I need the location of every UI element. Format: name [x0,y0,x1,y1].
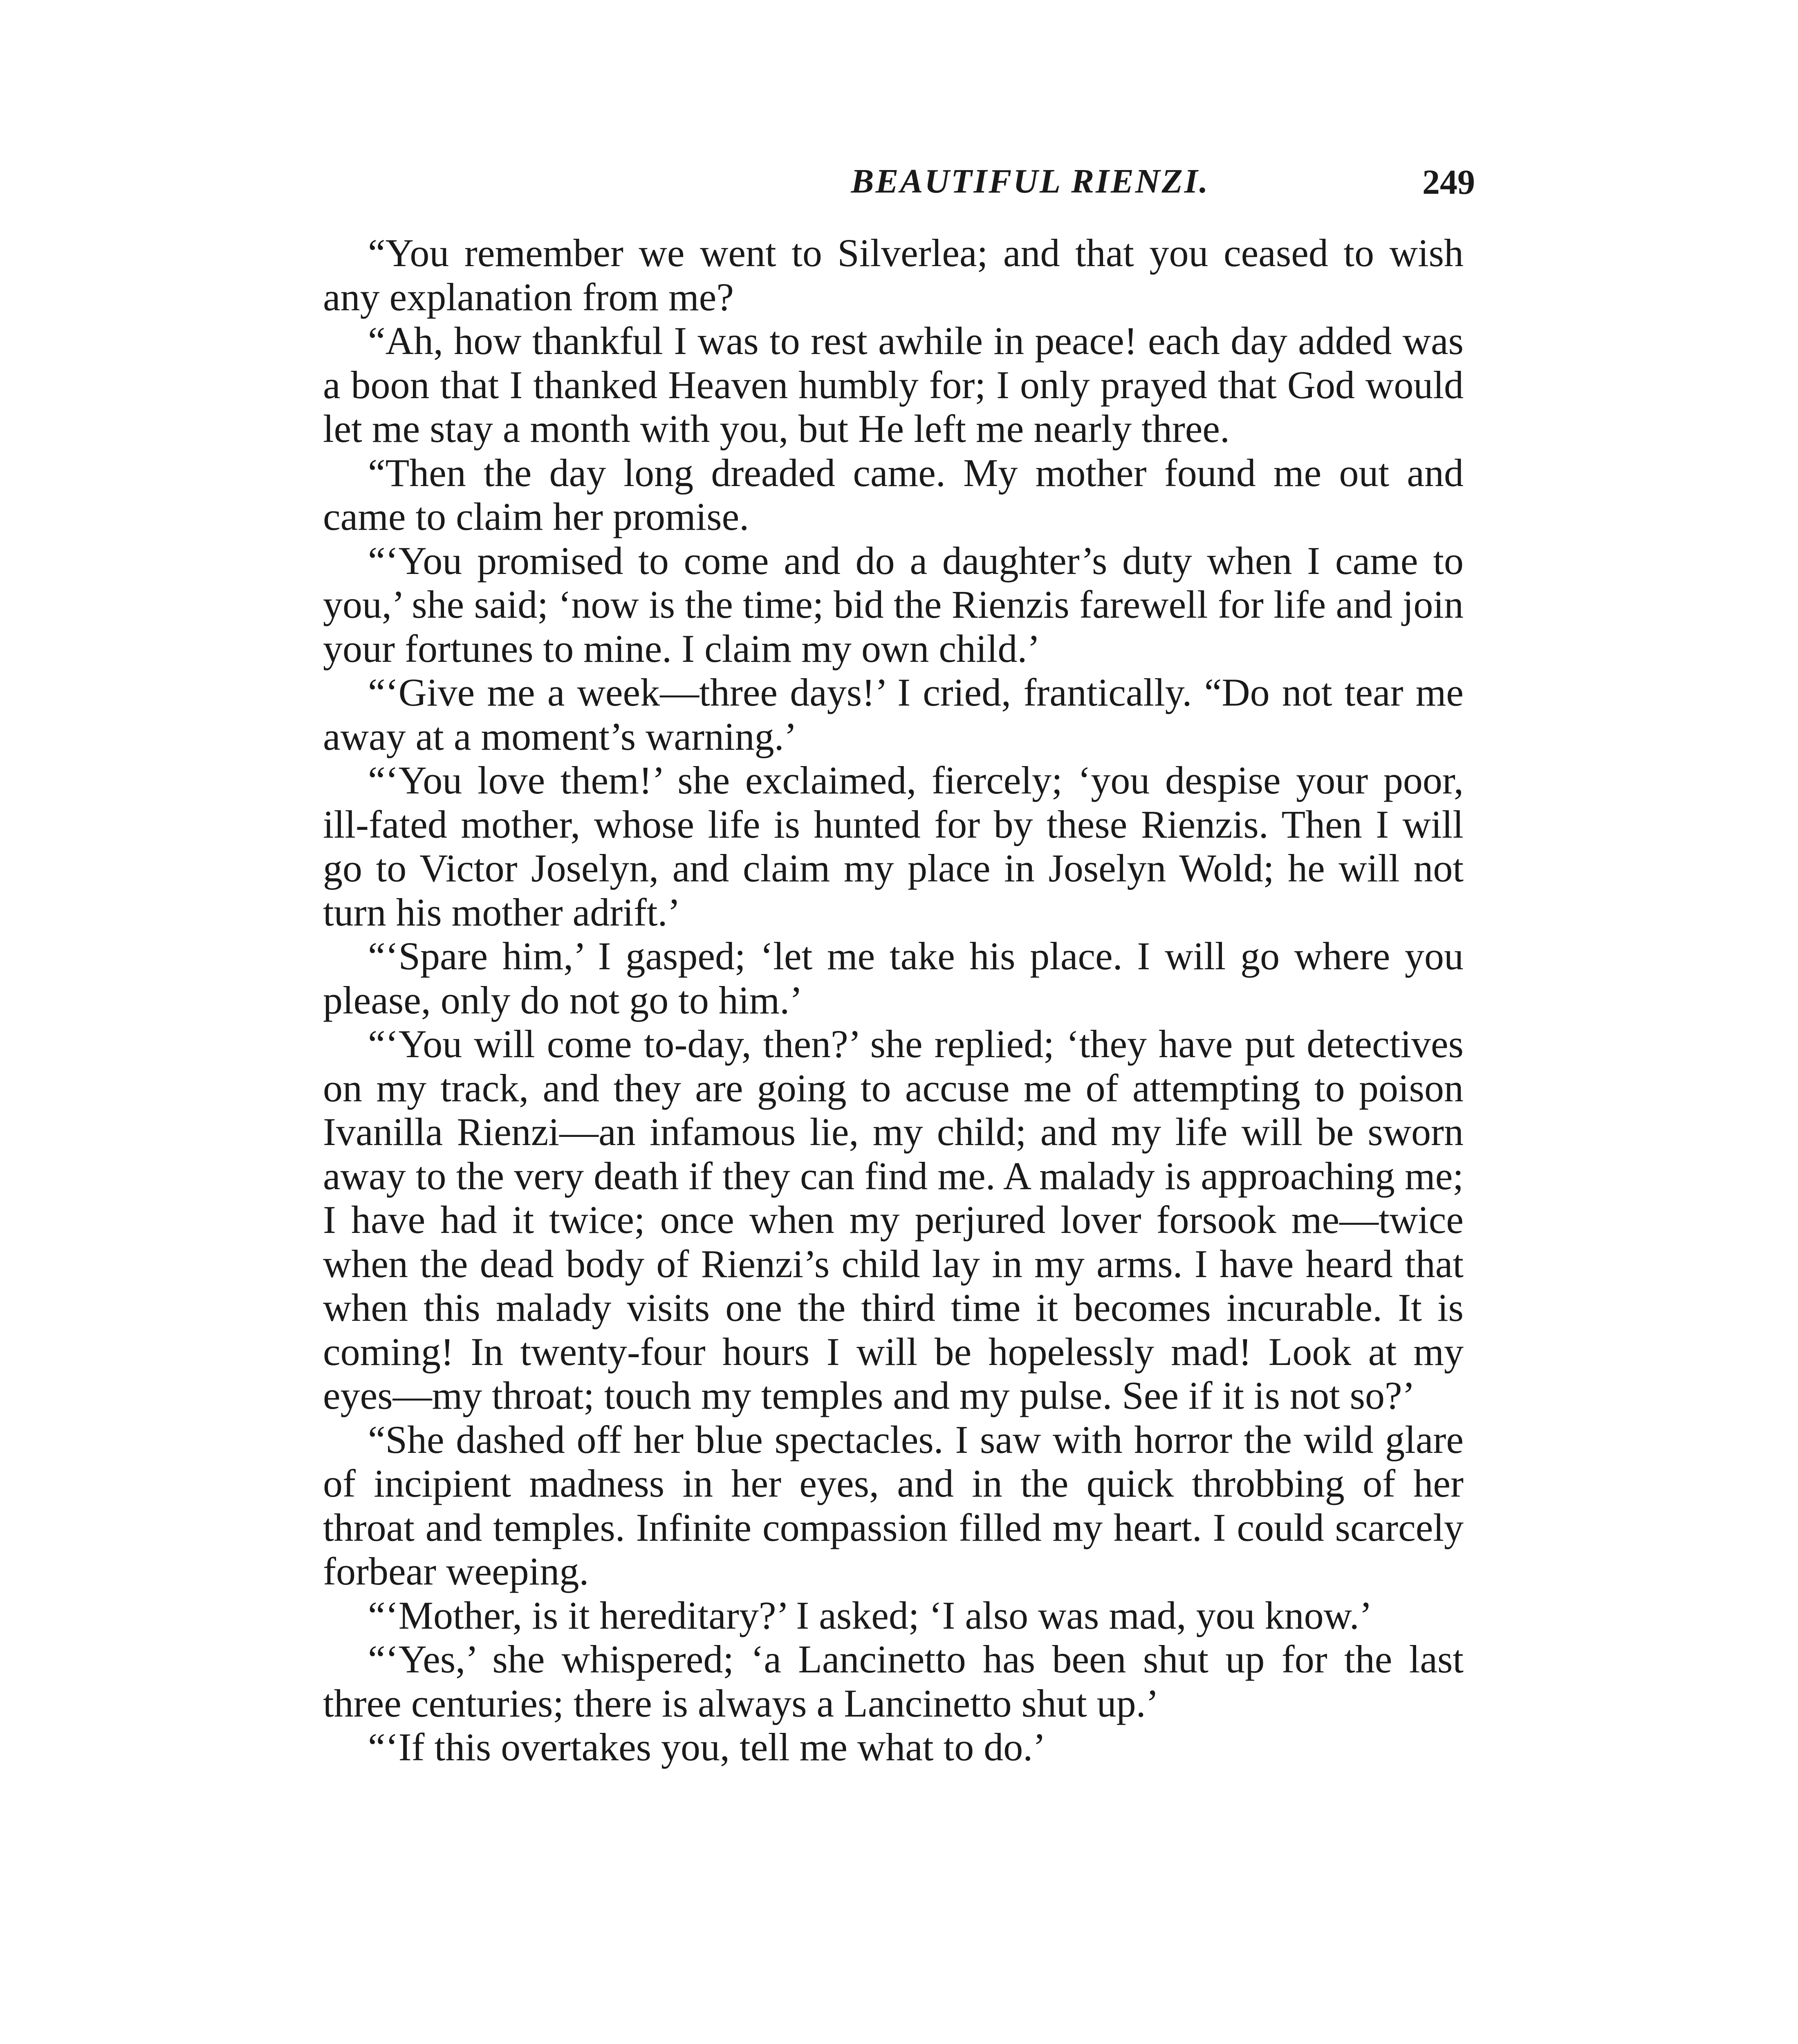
paragraph: “‘Yes,’ she whispered; ‘a Lancinetto has been shut up for the last three centuries; there is always a Lancinetto shut up.’ [323,1637,1464,1725]
paragraph: “‘Mother, is it hereditary?’ I asked; ‘I also was mad, you know.’ [368,1593,1372,1637]
paragraph: “Ah, how thankful I was to rest awhile in peace! each day added was a boon that I thanked Heaven humbly for; I only prayed that God would let me stay a month with you, but He left me nearly three. [323,319,1464,450]
body-text [323,231,1464,1769]
paragraph: “‘You love them!’ she exclaimed, fiercely; ‘you despise your poor, ill-fated mother, whose life is hunted for by these Rienzis. Then I will go to Victor Joselyn, and claim my place in Joselyn Wold; he will not turn his mother adrift.’ [323,758,1464,934]
paragraph: “‘You promised to come and do a daughter’s duty when I came to you,’ she said; ‘now is the time; bid the Rienzis farewell for life and join your fortunes to mine. I claim my own child.’ [323,538,1464,670]
running-title: BEAUTIFUL RIENZI. [851,162,1210,200]
paragraph: “‘If this overtakes you, tell me what to do.’ [368,1725,1046,1769]
paragraph: “She dashed off her blue spectacles. I saw with horror the wild glare of incipient madness in her eyes, and in the quick throbbing of her throat and temples. Infinite compassion filled my heart. I could scarcely forbear weeping. [323,1417,1464,1593]
paragraph: “‘Spare him,’ I gasped; ‘let me take his place. I will go where you please, only do not go to him.’ [323,934,1464,1022]
paragraph: “Then the day long dreaded came. My mother found me out and came to claim her promise. [323,450,1464,538]
paragraph: “‘Give me a week—three days!’ I cried, frantically. “Do not tear me away at a moment’s warning.’ [323,670,1464,758]
paragraph: “‘You will come to-day, then?’ she replied; ‘they have put detectives on my track, and they are going to accuse me of attempting to poison Ivanilla Rienzi—an infamous lie, my child; and my life will be sworn away to the very death if they can find me. A malady is approaching me; I have had it twice; once when my perjured lover forsook me—twice when the dead body of Rienzi’s child lay in my arms. I have heard that when this malady visits one the third time it becomes incurable. It is coming! In twenty-four hours I will be hopelessly mad! Look at my eyes—my throat; touch my temples and my pulse. See if it is not so?’ [323,1022,1464,1417]
page-number: 249 [1422,162,1475,202]
paragraph: “You remember we went to Silverlea; and that you ceased to wish any explanation from me? [323,231,1464,319]
